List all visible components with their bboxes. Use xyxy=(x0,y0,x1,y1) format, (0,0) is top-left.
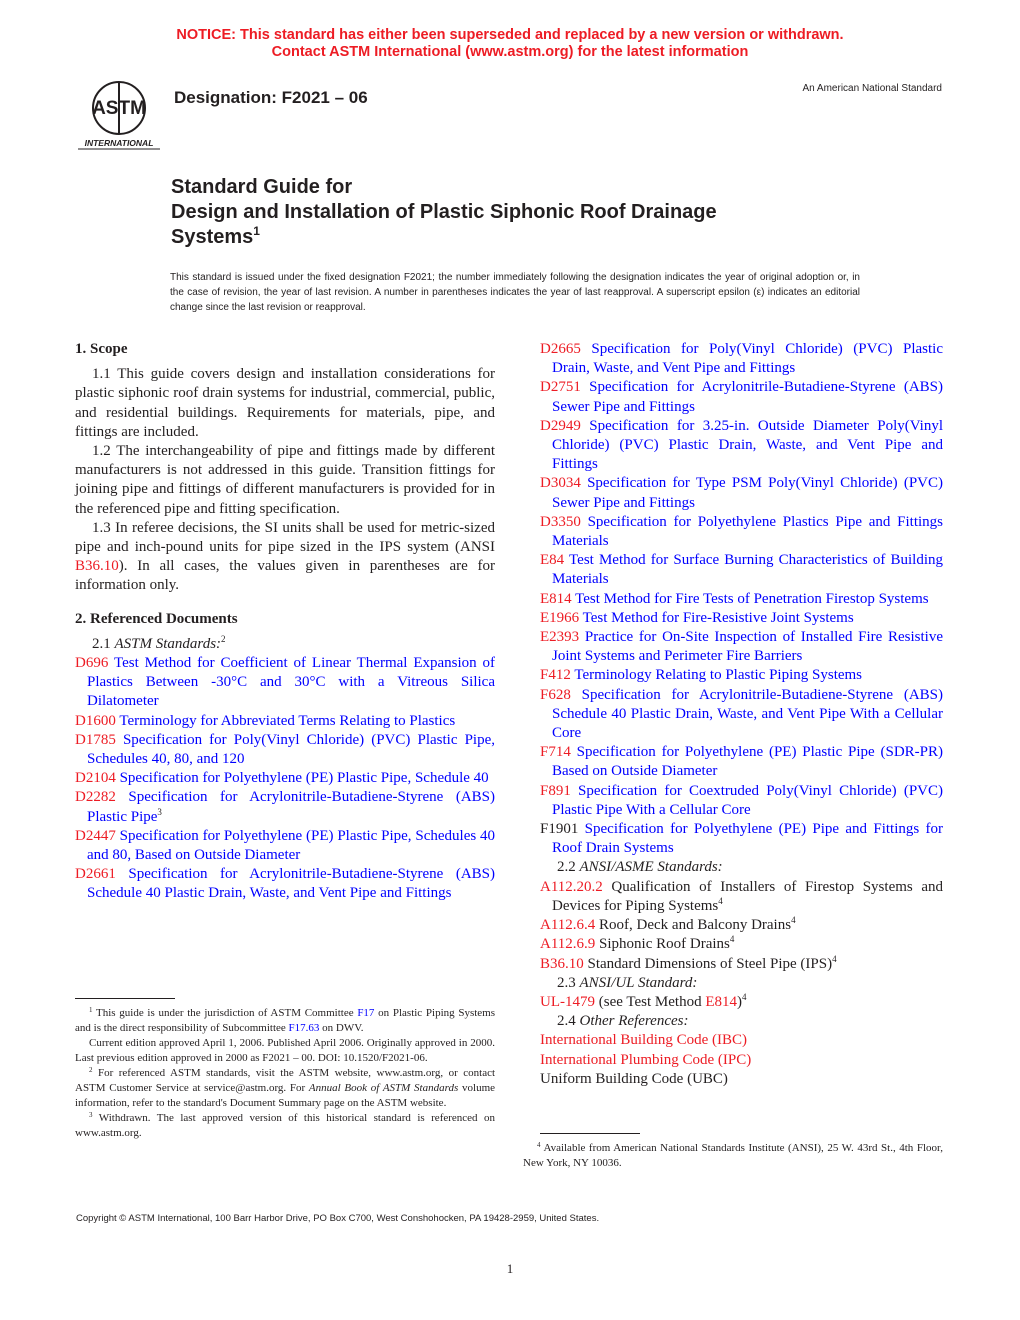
ref-code[interactable]: F714 xyxy=(540,744,571,761)
ref-footnote-mark: 3 xyxy=(157,806,162,817)
ref-title[interactable]: Specification for Polyethylene (PE) Plastic Pipe, Schedule 40 xyxy=(119,770,489,787)
ref-code[interactable]: D1600 xyxy=(75,712,116,729)
b3610-link[interactable]: B36.10 xyxy=(75,558,119,575)
ref-item-b3610 xyxy=(540,955,943,974)
scope-para-1: 1.1 This guide covers design and installation considerations for plastic siphonic roof drain systems for industrial, commercial, public, and residential buildings. Requirements for materials, pipe, and fittings are included. xyxy=(75,366,495,440)
referenced-heading: 2. Referenced Documents xyxy=(75,610,238,627)
left-column xyxy=(75,340,495,904)
ref-item-a11269 xyxy=(540,935,943,954)
notice-line-2: Contact ASTM International (www.astm.org) for the latest information xyxy=(271,44,749,60)
ref-code[interactable]: D2665 xyxy=(540,341,581,357)
footnote-1-edition: Current edition approved April 1, 2006. Published April 2006. Originally approved in 2000. Last previous edition approved in 2000 as F2021 – 00. DOI: 10.1520/F2021-06. xyxy=(75,1037,495,1064)
ref-item-d2282 xyxy=(75,788,495,826)
footnote-rule-right xyxy=(540,1133,640,1134)
ref-item-e84 xyxy=(540,551,943,589)
scope-para-2: 1.2 The interchangeability of pipe and fittings made by different manufacturers is not addressed in this guide. Transition fittings for joining pipe and fittings of different manufacturers is provided for in the referenced pipe and fitting specification. xyxy=(75,443,495,517)
ref-item-d3350 xyxy=(540,513,943,551)
ref-title[interactable]: Specification for Type PSM Poly(Vinyl Chloride) (PVC) Sewer Pipe and Fittings xyxy=(552,475,943,511)
ref-title[interactable]: Specification for Polyethylene (PE) Pipe and Fittings for Roof Drain Systems xyxy=(552,821,944,857)
scope-para-3: 1.3 In referee decisions, the SI units shall be used for metric-sized pipe and inch-pound units for pipe sized in the IPS system (ANSI B36.10). In all cases, the values given in parentheses are for information only. xyxy=(75,519,495,594)
ref-code[interactable]: D2447 xyxy=(75,827,116,844)
ref-item-d2665 xyxy=(540,340,943,378)
f17-link[interactable]: F17 xyxy=(357,1007,375,1019)
footnote-rule-left xyxy=(75,998,175,999)
ref-item-d2949 xyxy=(540,417,943,475)
ref-code[interactable]: A112.20.2 xyxy=(540,878,603,895)
ref-item-d1600 xyxy=(75,712,495,731)
ref-item-f412 xyxy=(540,666,943,685)
ref-item-d2661 xyxy=(75,865,495,903)
ref-item-e1966 xyxy=(540,609,943,628)
ref-item-f891 xyxy=(540,782,943,820)
ref-item-f628 xyxy=(540,686,943,744)
issued-statement: This standard is issued under the fixed designation F2021; the number immediately following the designation indicates the year of original adoption or, in the case of revision, the year of last revision. A number in parentheses indicates the year of last reapproval. A superscript epsilon (ε) indicates an editorial change since the last revision or reapproval. xyxy=(170,272,860,313)
ref-code[interactable]: D2751 xyxy=(540,379,581,396)
right-column xyxy=(540,340,943,1089)
ref-code[interactable]: E1966 xyxy=(540,609,580,626)
page-number: 1 xyxy=(506,1261,514,1276)
national-standard-label: An American National Standard xyxy=(802,83,942,94)
ref-title[interactable]: Specification for 3.25-in. Outside Diameter Poly(Vinyl Chloride) (PVC) Plastic Drain, Waste, and Vent Pipe and Fittings xyxy=(552,417,943,473)
ref-footnote-mark: 4 xyxy=(718,895,723,906)
ref-code[interactable]: A112.6.4 xyxy=(540,917,596,934)
ref-footnote-mark: 4 xyxy=(832,953,837,964)
ref-code[interactable]: B36.10 xyxy=(540,955,584,972)
ref-code[interactable]: D696 xyxy=(75,655,109,672)
ref-title[interactable]: Test Method for Fire Tests of Penetration Firestop Systems xyxy=(575,590,929,607)
ref-item-d3034 xyxy=(540,474,943,512)
ref-title[interactable]: Test Method for Surface Burning Characteristics of Building Materials xyxy=(552,552,943,588)
ref-code[interactable]: D2104 xyxy=(75,770,116,787)
ref-title[interactable]: Terminology for Abbreviated Terms Relating to Plastics xyxy=(119,712,456,729)
ref-code[interactable]: D3034 xyxy=(540,475,581,492)
designation: Designation: F2021 – 06 xyxy=(174,88,368,107)
astm-right-list xyxy=(540,340,943,820)
footnote-2: $^2$ For referenced ASTM standards, visit the ASTM website, www.astm.org, or contact ASTM Customer Service at service@astm.org. For Annual Book of ASTM Standards volume information, refer to the standard's Document Summary page on the ASTM website. xyxy=(75,1066,496,1109)
notice-banner xyxy=(0,27,1020,61)
ref-code[interactable]: E2393 xyxy=(540,629,580,646)
f1763-link[interactable]: F17.63 xyxy=(288,1022,320,1034)
ansi-asme-list xyxy=(540,878,943,974)
ul-1479-item: UL-1479 (see Test Method E814)$^4$ xyxy=(540,991,747,1010)
ref-item-e2393 xyxy=(540,628,943,666)
footnote-4: $^4$ Available from American National Standards Institute (ANSI), 25 W. 43rd St., 4th Floor, New York, NY 10036. xyxy=(523,1141,943,1169)
ubc-item: Uniform Building Code (UBC) xyxy=(540,1070,728,1087)
ref-code[interactable]: E814 xyxy=(540,590,572,607)
ref-item-d2447 xyxy=(75,827,495,865)
ref-title: Standard Dimensions of Steel Pipe (IPS) xyxy=(587,955,833,972)
notice-line-1: NOTICE: This standard has either been superseded and replaced by a new version or withdrawn. xyxy=(176,27,844,43)
scope-heading: 1. Scope xyxy=(75,341,128,357)
ref-item-a11264 xyxy=(540,916,943,935)
ref-title[interactable]: Specification for Polyethylene (PE) Plastic Pipe, Schedules 40 and 80, Based on Outside Diameter xyxy=(87,827,495,864)
ref-code[interactable]: F412 xyxy=(540,667,571,684)
ref-title[interactable]: Specification for Acrylonitrile-Butadiene-Styrene (ABS) Sewer Pipe and Fittings xyxy=(552,379,944,415)
ref-item-d2104 xyxy=(75,769,495,788)
ref-item-e814 xyxy=(540,590,943,609)
ref-title[interactable]: Practice for On-Site Inspection of Installed Fire Resistive Joint Systems and Perimeter Fire Barriers xyxy=(552,629,944,665)
ref-code[interactable]: D1785 xyxy=(75,731,116,748)
ref-item-f714 xyxy=(540,743,943,781)
ref-code[interactable]: D2282 xyxy=(75,789,116,806)
astm-left-list xyxy=(75,654,495,904)
footnotes-left xyxy=(75,1006,495,1141)
ref-item-f1901: F1901 Specification for Polyethylene (PE) Pipe and Fittings for Roof Drain Systems xyxy=(540,821,944,857)
ref-title[interactable]: Terminology Relating to Plastic Piping Systems xyxy=(574,667,863,684)
ref-title[interactable]: Test Method for Fire-Resistive Joint Systems xyxy=(582,609,854,626)
ref-code[interactable]: D2661 xyxy=(75,866,116,883)
ref-title[interactable]: Test Method for Coefficient of Linear Thermal Expansion of Plastics Between -30°C and 30°C with a Vitreous Silica Dilatometer xyxy=(87,655,496,710)
ref-footnote-mark: 4 xyxy=(791,915,796,926)
footnote-1: $^1$ This guide is under the jurisdiction of ASTM Committee F17 on Plastic Piping Systems and is the direct responsibility of Subcommittee F17.63 on DWV. xyxy=(75,1006,496,1034)
ref-item-d696 xyxy=(75,654,495,712)
ref-code[interactable]: A112.6.9 xyxy=(540,936,596,953)
title-line-2: Design and Installation of Plastic Siphonic Roof Drainage xyxy=(171,201,717,223)
ref-title[interactable]: Specification for Poly(Vinyl Chloride) (PVC) Plastic Pipe, Schedules 40, 80, and 120 xyxy=(87,731,496,768)
title-line-1: Standard Guide for xyxy=(171,176,353,198)
ref-item-d2751 xyxy=(540,378,943,416)
ref-title: Siphonic Roof Drains xyxy=(599,936,730,953)
footnote-3: $^3$ Withdrawn. The last approved version of this historical standard is referenced on www.astm.org. xyxy=(75,1111,495,1139)
ref-title[interactable]: Specification for Polyethylene Plastics Pipe and Fittings Materials xyxy=(552,513,943,550)
logo-text: ASTM xyxy=(92,98,146,119)
ref-code[interactable]: F628 xyxy=(540,686,571,703)
ref-code[interactable]: E84 xyxy=(540,552,565,569)
ref-title: Roof, Deck and Balcony Drains xyxy=(599,917,792,934)
ref-title[interactable]: Specification for Polyethylene (PE) Plastic Pipe (SDR-PR) Based on Outside Diameter xyxy=(552,744,944,780)
ref-item-a112202 xyxy=(540,878,943,916)
ref-code[interactable]: D2949 xyxy=(540,417,581,434)
ref-title[interactable]: Specification for Coextruded Poly(Vinyl Chloride) (PVC) Plastic Pipe With a Cellular Core xyxy=(552,782,943,818)
e814-link[interactable]: E814 xyxy=(705,993,737,1010)
ref-footnote-mark: 4 xyxy=(729,934,735,945)
ref-title[interactable]: Specification for Acrylonitrile-Butadiene-Styrene (ABS) Schedule 40 Plastic Drain, Waste, and Vent Pipe and Fittings xyxy=(87,866,496,902)
ref-title[interactable]: Specification for Poly(Vinyl Chloride) (PVC) Plastic Drain, Waste, and Vent Pipe and Fittings xyxy=(552,341,943,377)
logo-subtext: INTERNATIONAL xyxy=(84,138,154,148)
title-footnote-mark: 1 xyxy=(253,224,260,238)
title-line-3: Systems xyxy=(171,226,254,248)
ansi-ul-label: 2.3 ANSI/UL Standard: xyxy=(557,974,698,991)
document-title xyxy=(171,175,931,250)
ul-1479-link[interactable]: UL-1479 xyxy=(540,993,595,1010)
ipc-link[interactable]: International Plumbing Code (IPC) xyxy=(540,1051,752,1068)
other-references-label: 2.4 Other References: xyxy=(557,1013,689,1030)
copyright: Copyright © ASTM International, 100 Barr Harbor Drive, PO Box C700, West Conshohocken, PA 19428-2959, United States. xyxy=(76,1213,600,1224)
ref-code[interactable]: D3350 xyxy=(540,513,581,530)
astm-standards-label: 2.1 ASTM Standards:$^2$ xyxy=(92,633,226,652)
ref-title[interactable]: Specification for Acrylonitrile-Butadiene-Styrene (ABS) Schedule 40 Plastic Drain, Waste, and Vent Pipe With a Cellular Core xyxy=(552,686,944,742)
astm-logo xyxy=(76,78,162,152)
ref-title: Qualification of Installers of Firestop Systems and Devices for Piping Systems xyxy=(552,878,943,914)
ansi-asme-label: 2.2 ANSI/ASME Standards: xyxy=(557,859,723,876)
ref-title[interactable]: Specification for Acrylonitrile-Butadiene-Styrene (ABS) Plastic Pipe xyxy=(87,789,496,825)
ref-item-d1785 xyxy=(75,731,495,769)
ibc-link[interactable]: International Building Code (IBC) xyxy=(540,1032,748,1049)
ref-code[interactable]: F891 xyxy=(540,782,571,799)
footnotes-right xyxy=(523,1141,943,1171)
